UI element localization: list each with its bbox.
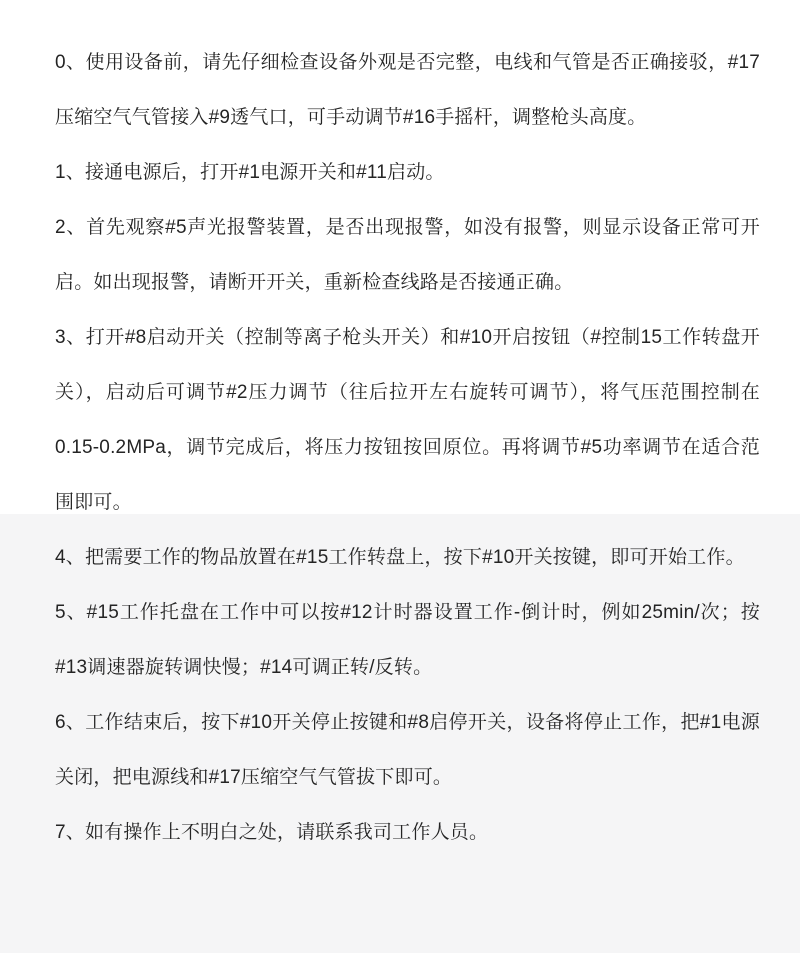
instruction-document [55, 35, 760, 860]
instruction-line: 启。如出现报警，请断开开关，重新检查线路是否接通正确。 [55, 272, 574, 293]
instruction-line: 4、把需要工作的物品放置在#15工作转盘上，按下#10开关按键，即可开始工作。 [55, 547, 745, 568]
instruction-line: #13调速器旋转调快慢；#14可调正转/反转。 [55, 657, 433, 678]
instruction-line: 1、接通电源后，打开#1电源开关和#11启动。 [55, 162, 445, 183]
instruction-list [55, 35, 760, 860]
instruction-line: 7、如有操作上不明白之处，请联系我司工作人员。 [55, 822, 489, 843]
instruction-line: 0、使用设备前，请先仔细检查设备外观是否完整，电线和气管是否正确接驳，#17 [55, 52, 760, 73]
instruction-line: 关闭，把电源线和#17压缩空气气管拔下即可。 [55, 767, 453, 788]
instruction-line: 6、工作结束后，按下#10开关停止按键和#8启停开关，设备将停止工作，把#1电源 [55, 712, 760, 733]
instruction-line: 0.15-0.2MPa，调节完成后，将压力按钮按回原位。再将调节#5功率调节在适合范 [55, 437, 760, 458]
instruction-line: 3、打开#8启动开关（控制等离子枪头开关）和#10开启按钮（#控制15工作转盘开 [55, 327, 760, 348]
instruction-line: 2、首先观察#5声光报警装置，是否出现报警，如没有报警，则显示设备正常可开 [55, 217, 760, 238]
instruction-line: 压缩空气气管接入#9透气口，可手动调节#16手摇杆，调整枪头高度。 [55, 107, 647, 128]
instruction-line: 关），启动后可调节#2压力调节（往后拉开左右旋转可调节），将气压范围控制在 [55, 382, 760, 403]
instruction-line: 5、#15工作托盘在工作中可以按#12计时器设置工作-倒计时，例如25min/次；按 [55, 602, 760, 623]
instruction-line: 围即可。 [55, 492, 132, 513]
